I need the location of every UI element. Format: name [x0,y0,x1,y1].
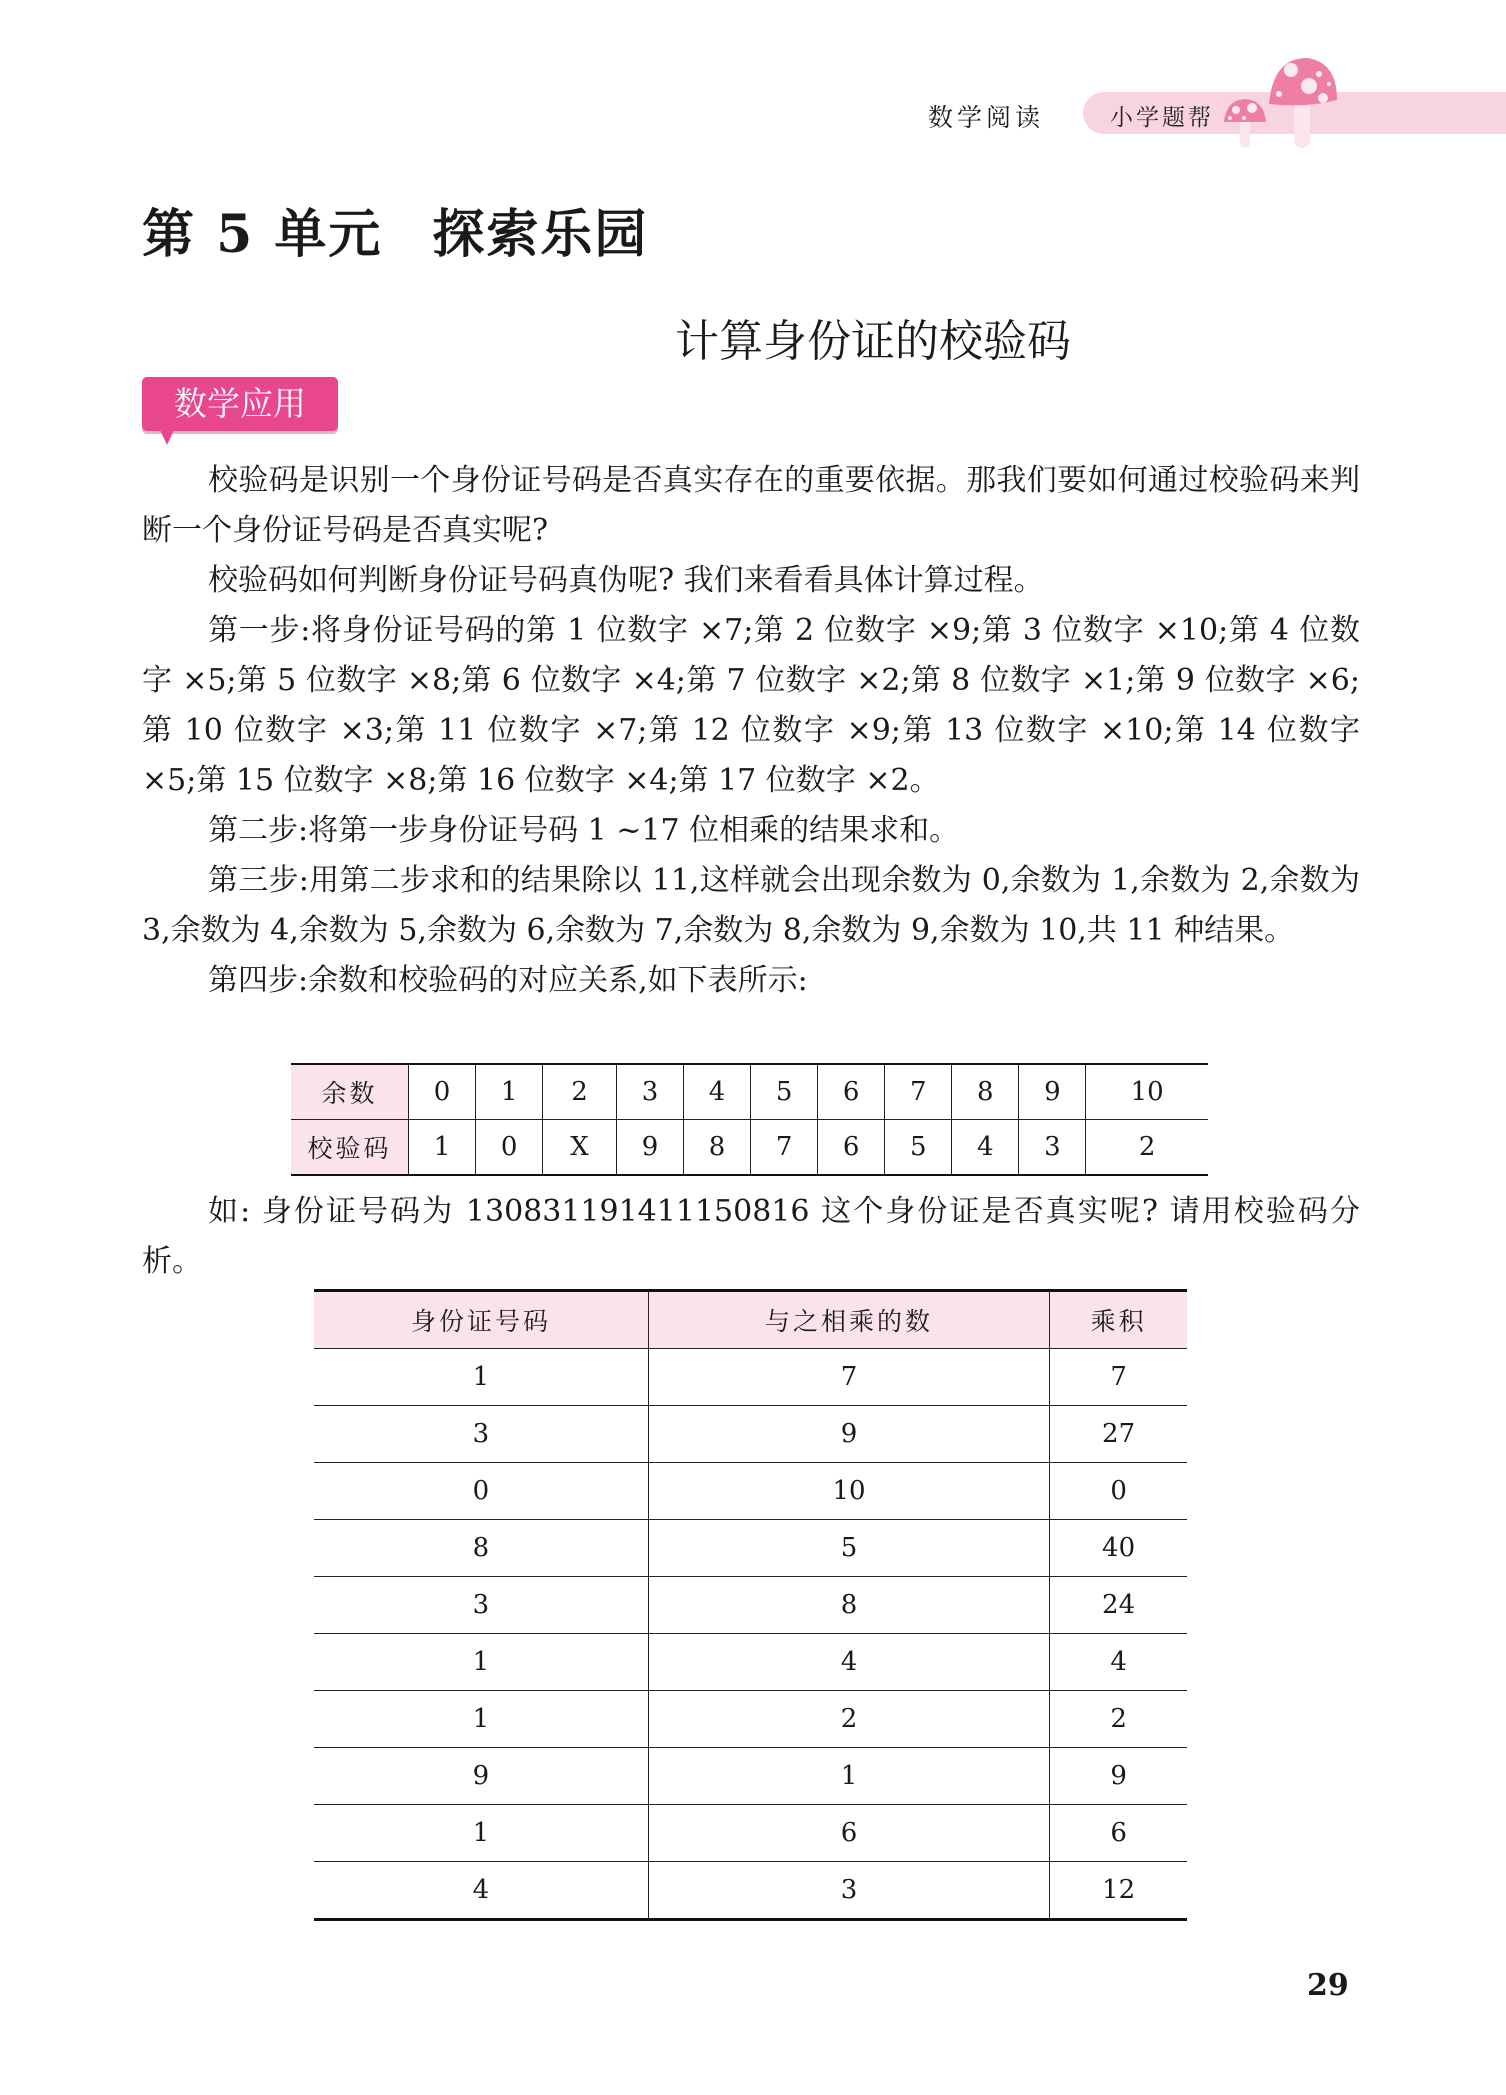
checkcode-cell: 4 [952,1120,1019,1176]
table-row [314,1748,1187,1805]
remainder-row [291,1064,1208,1120]
product-cell: 4 [1050,1634,1187,1691]
id-digit-cell: 0 [314,1463,648,1520]
id-digit-cell: 3 [314,1406,648,1463]
paragraph: 校验码如何判断身份证号码真伪呢? 我们来看看具体计算过程。 [208,563,1044,598]
product-cell: 6 [1050,1805,1187,1862]
product-cell: 40 [1050,1520,1187,1577]
multiplier-cell: 3 [648,1862,1049,1920]
id-digit-cell: 8 [314,1520,648,1577]
id-digit-cell: 1 [314,1691,648,1748]
multiplier-cell: 9 [648,1406,1049,1463]
checkcode-cell: 0 [476,1120,543,1176]
table-row [314,1805,1187,1862]
product-cell: 2 [1050,1691,1187,1748]
multiplier-cell: 2 [648,1691,1049,1748]
id-digit-cell: 1 [314,1349,648,1406]
section-tag: 数学应用 [142,377,338,431]
row-header: 校验码 [291,1120,409,1176]
article-title: 计算身份证的校验码 [675,316,1071,367]
checkcode-cell: 2 [1086,1120,1208,1176]
product-cell: 24 [1050,1577,1187,1634]
table-row [314,1406,1187,1463]
table-row [314,1463,1187,1520]
product-cell: 27 [1050,1406,1187,1463]
article-body [142,456,1360,1006]
column-header: 乘积 [1050,1291,1187,1349]
multiplier-cell: 1 [648,1748,1049,1805]
multiplier-cell: 6 [648,1805,1049,1862]
remainder-cell: 5 [751,1064,818,1120]
multiplier-cell: 8 [648,1577,1049,1634]
checkcode-cell: 1 [409,1120,476,1176]
multiplier-cell: 4 [648,1634,1049,1691]
remainder-cell: 2 [543,1064,617,1120]
example-text: 如: 身份证号码为 130831191411150816 这个身份证是否真实呢? 请用校验码分析。 [142,1194,1360,1279]
column-header: 身份证号码 [314,1291,648,1349]
id-digit-cell: 4 [314,1862,648,1920]
section-label: 数学阅读 [928,103,1045,132]
remainder-cell: 10 [1086,1064,1208,1120]
example-section [142,1187,1360,1287]
remainder-cell: 3 [616,1064,683,1120]
id-digit-cell: 3 [314,1577,648,1634]
table-row [314,1520,1187,1577]
remainder-checkcode-table [291,1063,1208,1176]
remainder-cell: 8 [952,1064,1019,1120]
paragraph: 第三步:用第二步求和的结果除以 11,这样就会出现余数为 0,余数为 1,余数为 2,余数为 3,余数为 4,余数为 5,余数为 6,余数为 7,余数为 8,余数为 9,余数为 10,共 11 种结果。 [142,863,1360,948]
multiplier-cell: 7 [648,1349,1049,1406]
checkcode-cell: 6 [818,1120,885,1176]
table-row [314,1691,1187,1748]
large-mushroom-icon [1267,56,1339,151]
checkcode-row [291,1120,1208,1176]
brand-label: 小学题帮 [1110,105,1214,131]
id-digit-cell: 9 [314,1748,648,1805]
checkcode-cell: 7 [751,1120,818,1176]
table-row [314,1349,1187,1406]
remainder-cell: 4 [684,1064,751,1120]
checkcode-cell: 9 [616,1120,683,1176]
unit-name: 探索乐园 [432,204,649,265]
unit-title [142,192,648,267]
id-digit-cell: 1 [314,1805,648,1862]
table-row [314,1577,1187,1634]
paragraph: 第一步:将身份证号码的第 1 位数字 ×7;第 2 位数字 ×9;第 3 位数字 ×10;第 4 位数字 ×5;第 5 位数字 ×8;第 6 位数字 ×4;第 7 位数字 ×2;第 8 位数字 ×1;第 9 位数字 ×6;第 10 位数字 ×3;第 11 位数字 ×7;第 12 位数字 ×9;第 13 位数字 ×10;第 14 位数字 ×5;第 15 位数字 ×8;第 16 位数字 ×4;第 17 位数字 ×2。 [142,613,1360,798]
small-mushroom-icon [1222,96,1268,152]
paragraph: 第二步:将第一步身份证号码 1 ~17 位相乘的结果求和。 [208,813,960,848]
multiplier-cell: 10 [648,1463,1049,1520]
checkcode-cell: 3 [1019,1120,1086,1176]
product-cell: 0 [1050,1463,1187,1520]
product-cell: 12 [1050,1862,1187,1920]
checkcode-cell: 5 [885,1120,952,1176]
row-header: 余数 [291,1064,409,1120]
remainder-cell: 9 [1019,1064,1086,1120]
remainder-cell: 0 [409,1064,476,1120]
table-header-row [314,1291,1187,1349]
checkcode-cell: 8 [684,1120,751,1176]
calculation-table [314,1289,1187,1921]
product-cell: 7 [1050,1349,1187,1406]
id-digit-cell: 1 [314,1634,648,1691]
remainder-cell: 6 [818,1064,885,1120]
table-row [314,1634,1187,1691]
remainder-cell: 7 [885,1064,952,1120]
unit-number: 第 5 单元 [142,204,383,265]
checkcode-cell: X [543,1120,617,1176]
paragraph: 校验码是识别一个身份证号码是否真实存在的重要依据。那我们要如何通过校验码来判断一个身份证号码是否真实呢? [142,463,1360,548]
column-header: 与之相乘的数 [648,1291,1049,1349]
product-cell: 9 [1050,1748,1187,1805]
remainder-cell: 1 [476,1064,543,1120]
multiplier-cell: 5 [648,1520,1049,1577]
page-number: 29 [1307,1968,1349,2003]
table-row [314,1862,1187,1920]
paragraph: 第四步:余数和校验码的对应关系,如下表所示: [208,963,808,998]
